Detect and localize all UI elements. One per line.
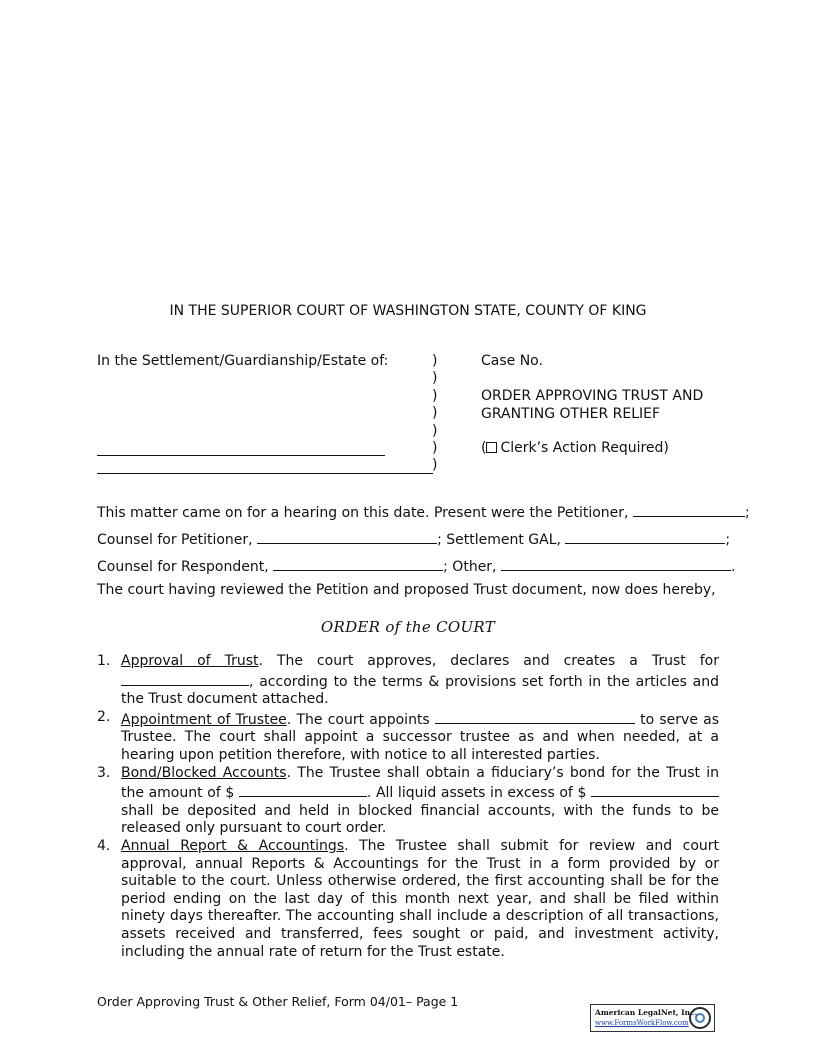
order-item-approval — [97, 653, 719, 709]
item-title: Approval of Trust — [121, 653, 259, 669]
clerk-open-paren: ( — [481, 440, 487, 456]
item-text: . The Trustee shall submit for review and court approval, annual Reports & Accountings for the Trust in a form provided by or suitable to the court. Unless otherwise ordered, the first accounting shall be for the period ending on the last day of this month next year, and shall be filed within ninety days thereafter. The accounting shall include a description of all transactions, assets received and transferred, fees sought or paid, and investment activity, including the annual rate of return for the Trust estate. — [121, 837, 720, 960]
item-text: . The Trustee shall obtain a fiduciary’s bond for the Trust in the amount of $ — [121, 764, 719, 802]
page-footer: Order Approving Trust & Other Relief, Form 04/01– Page 1 — [97, 994, 459, 1009]
petitioner-blank[interactable] — [633, 502, 745, 517]
item-number: 2. — [97, 708, 111, 725]
logo-icon — [689, 1007, 711, 1029]
item-title: Annual Report & Accountings — [121, 837, 345, 854]
order-heading: ORDER of the COURT — [320, 618, 496, 636]
intro-line-4: The court having reviewed the Petition and proposed Trust document, now does hereby, — [97, 582, 716, 598]
item-title: Bond/Blocked Accounts — [121, 764, 287, 781]
publisher-logo[interactable] — [590, 1004, 715, 1032]
item-number: 3. — [97, 764, 111, 781]
trust-beneficiary-blank[interactable] — [121, 671, 249, 686]
logo-company: American LegalNet, Inc. — [595, 1008, 698, 1017]
logo-url-link[interactable]: www.FormsWorkFlow.com — [595, 1019, 689, 1027]
item-text: . All liquid assets in excess of $ — [366, 785, 587, 802]
matter-label: In the Settlement/Guardianship/Estate of: — [97, 353, 389, 369]
intro-line-3: Counsel for Respondent, ; Other, . — [97, 556, 722, 575]
order-item-trustee — [97, 709, 719, 765]
counsel-petitioner-blank[interactable] — [257, 529, 437, 544]
counsel-petitioner-label: Counsel for Petitioner, — [97, 532, 253, 548]
order-items — [97, 653, 719, 961]
clerk-action-checkbox[interactable] — [486, 442, 497, 453]
item-text: shall be deposited and held in blocked financial accounts, with the funds to be released only pursuant to court order. — [121, 802, 719, 837]
other-blank[interactable] — [501, 556, 731, 571]
intro-line-1: This matter came on for a hearing on this date. Present were the Petitioner, ; — [97, 502, 722, 521]
item-text: to serve as Trustee. The court shall appoint a successor trustee as and when needed, at a hearing upon petition therefore, with notice to all interested parties. — [121, 711, 720, 763]
order-title-line2: GRANTING OTHER RELIEF — [481, 405, 661, 422]
item-number: 4. — [97, 837, 111, 854]
item-text: . The court appoints — [286, 711, 430, 728]
settlement-gal-blank[interactable] — [565, 529, 725, 544]
trustee-name-blank[interactable] — [435, 709, 635, 724]
item-text: , according to the terms & provisions set forth in the articles and the Trust document attached. — [121, 673, 719, 708]
order-title-line1: ORDER APPROVING TRUST AND — [481, 388, 704, 404]
party-name-line-2 — [97, 473, 433, 474]
case-no-label: Case No. — [481, 353, 543, 369]
party-name-line — [97, 455, 385, 456]
other-label: ; Other, — [443, 559, 497, 575]
item-title: Appointment of Trustee — [121, 711, 287, 728]
bond-amount-blank[interactable] — [239, 782, 367, 797]
clerk-action-label: Clerk’s Action Required) — [500, 440, 669, 456]
caption-parens: ) ) ) ) ) ) ) — [432, 353, 438, 474]
item-text: . The court approves, declares and creates a Trust for — [258, 653, 719, 669]
settlement-gal-label: ; Settlement GAL, — [437, 532, 561, 548]
clerk-action — [481, 440, 669, 456]
intro-line-1-text: This matter came on for a hearing on this date. Present were the Petitioner, — [97, 505, 629, 521]
counsel-respondent-blank[interactable] — [273, 556, 443, 571]
court-heading: IN THE SUPERIOR COURT OF WASHINGTON STATE, COUNTY OF KING — [169, 303, 647, 319]
counsel-respondent-label: Counsel for Respondent, — [97, 559, 269, 575]
liquid-assets-blank[interactable] — [591, 782, 719, 797]
order-title — [481, 388, 703, 423]
intro-line-2: Counsel for Petitioner, ; Settlement GAL, ; — [97, 529, 722, 548]
order-item-bond — [97, 765, 719, 838]
item-number: 1. — [97, 653, 111, 669]
order-item-accountings — [97, 838, 719, 961]
